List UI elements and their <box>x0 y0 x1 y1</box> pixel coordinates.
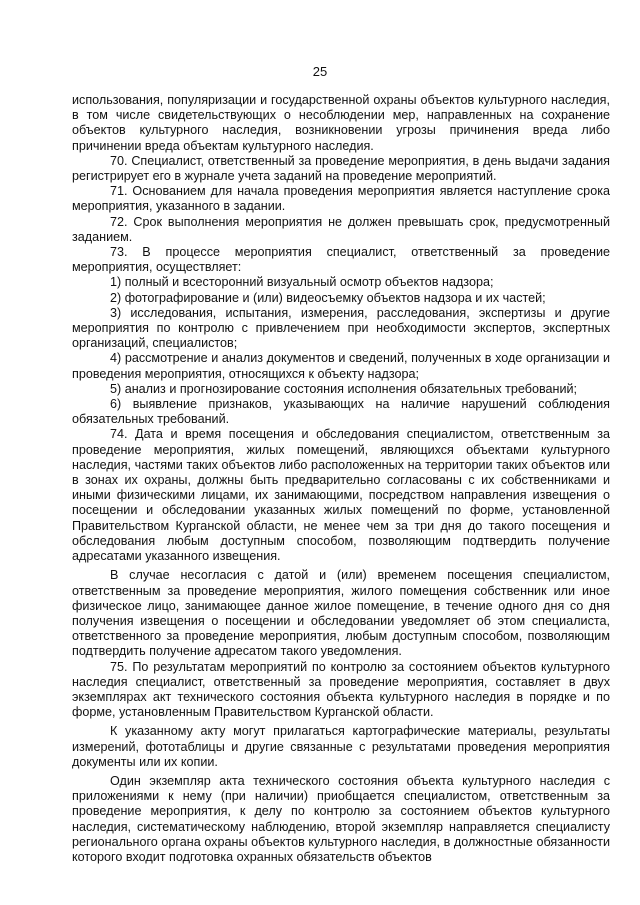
paragraph-p1: использования, популяризации и государственной охраны объектов культурного наследия, в том числе свидетельствующих о несоблюдении мер, направленных на сохранение объектов культурного наследия, возникновении угрозы причинения вреда либо причинении вреда объектам культурного наследия. <box>72 93 610 153</box>
paragraph-p5: 73. В процессе мероприятия специалист, ответственный за проведение мероприятия, осуществляет: <box>72 245 610 275</box>
paragraph-p16: Один экземпляр акта технического состояния объекта культурного наследия с приложениями к нему (при наличии) приобщается специалистом, ответственным за проведение мероприятия, к делу по контролю за состоянием объектов культурного наследия, систематическому наблюдению, второй экземпляр направляется специалисту регионального органа охраны объектов культурного наследия, в должностные обязанности которого входит подготовка охранных обязательств объектов <box>72 773 610 864</box>
paragraph-p6: 1) полный и всесторонний визуальный осмотр объектов надзора; <box>110 275 494 290</box>
paragraph-p12: 74. Дата и время посещения и обследования специалистом, ответственным за проведение мероприятия, жилых помещений, являющихся объектами культурного наследия, частями таких объектов либо расположенных на территории таких объектов или в зонах их охраны, должны быть предварительно согласованы с их собственниками и иными физическими лицами, их занимающими, посредством направления извещения о посещении и обследовании указанных жилых помещений по форме, установленной Правительством Курганской области, не менее чем за три дня до такого посещения и обследования любым доступным способом, позволяющим подтвердить получение адресатами указанного извещения. <box>72 427 610 564</box>
paragraph-p8: 3) исследования, испытания, измерения, расследования, экспертизы и другие мероприятия по контролю с привлечением при необходимости экспертов, экспертных организаций, специалистов; <box>72 305 610 351</box>
paragraph-p9: 4) рассмотрение и анализ документов и сведений, полученных в ходе организации и проведения мероприятия, относящихся к объекту надзора; <box>72 351 610 381</box>
paragraph-p2: 70. Специалист, ответственный за проведение мероприятия, в день выдачи задания регистрирует его в журнале учета заданий на проведение мероприятий. <box>72 153 610 184</box>
paragraph-p10: 5) анализ и прогнозирование состояния исполнения обязательных требований; <box>110 381 578 396</box>
paragraph-p4: 72. Срок выполнения мероприятия не должен превышать срок, предусмотренный заданием. <box>72 214 610 244</box>
paragraph-p7: 2) фотографирование и (или) видеосъемку объектов надзора и их частей; <box>110 290 546 305</box>
page-number: 25 <box>312 64 328 79</box>
paragraph-p14: 75. По результатам мероприятий по контролю за состоянием объектов культурного наследия специалист, ответственный за проведение мероприятия, составляет в двух экземплярах акт технического состояния объекта культурного наследия в порядке и по форме, установленным Правительством Курганской области. <box>72 659 610 720</box>
paragraph-p11: 6) выявление признаков, указывающих на наличие нарушений соблюдения обязательных требований. <box>72 397 610 427</box>
paragraph-p13: В случае несогласия с датой и (или) временем посещения специалистом, ответственным за проведение мероприятия, жилого помещения собственник или иное физическое лицо, занимающее данное жилое помещение, в течение одного дня со дня получения извещения о посещении и обследовании уведомляет об этом специалиста, ответственного за проведение мероприятия, любым доступным способом, позволяющим подтвердить получение адресатом такого уведомления. <box>72 568 610 659</box>
paragraph-p15: К указанному акту могут прилагаться картографические материалы, результаты измерений, фототаблицы и другие связанные с результатами проведения мероприятия документы или их копии. <box>72 724 610 769</box>
document-body <box>72 93 610 865</box>
paragraph-p3: 71. Основанием для начала проведения мероприятия является наступление срока мероприятия, указанного в задании. <box>72 184 610 214</box>
